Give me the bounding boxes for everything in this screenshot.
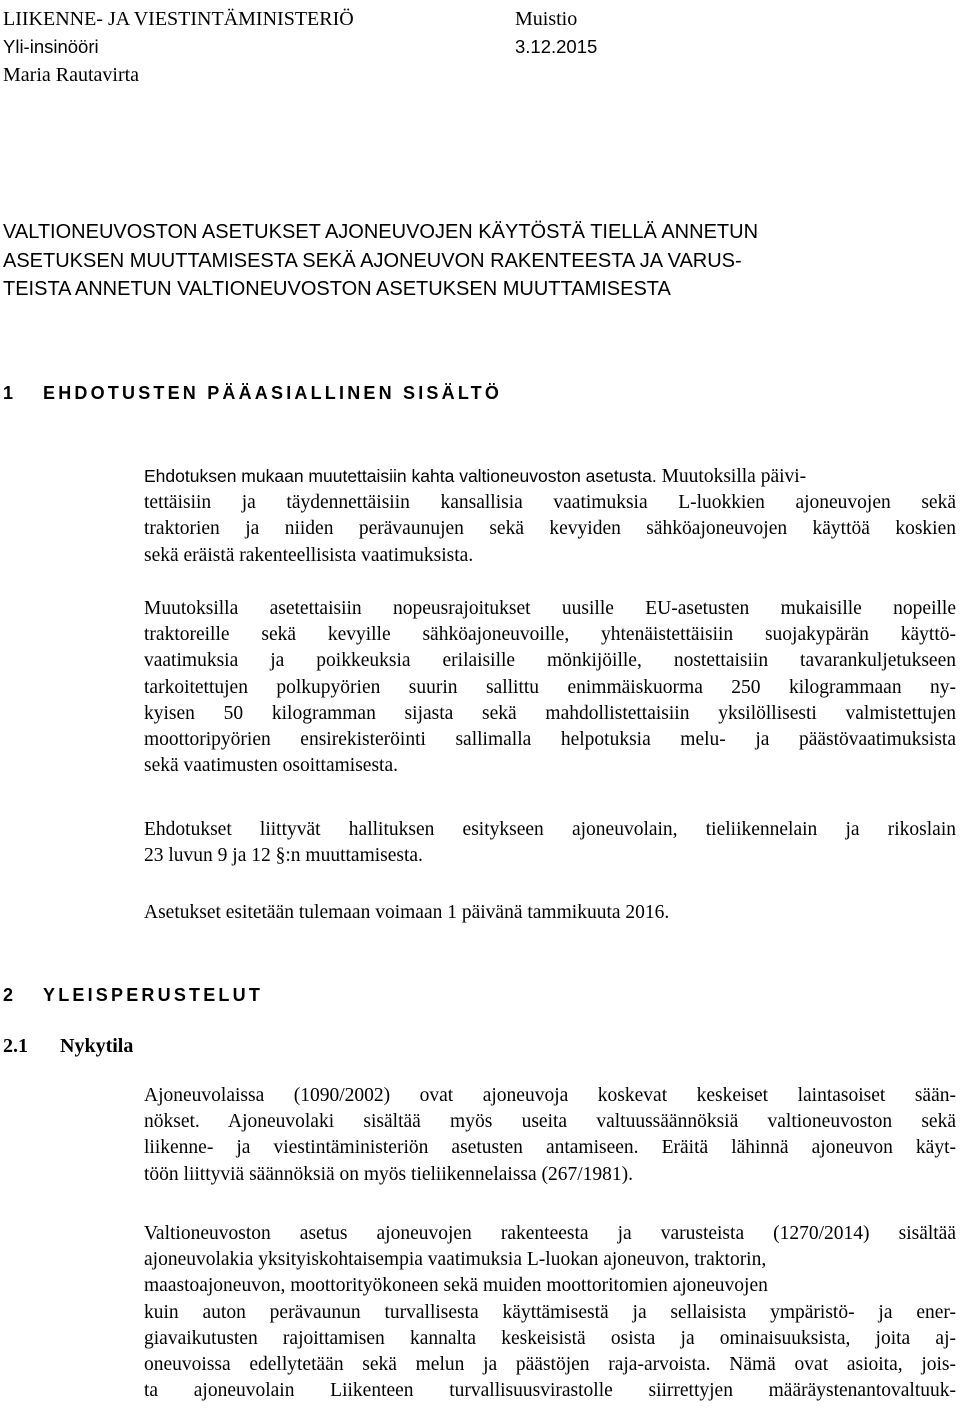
paragraph-line: kyisen 50 kilogramman sijasta sekä mahdollistettaisiin yksilöllisesti valmistettujen [144, 702, 956, 724]
paragraph-line: liikenne- ja viestintäministeriön asetusten antamiseen. Eräitä lähinnä ajoneuvon käyt- [144, 1137, 956, 1159]
section-title: YLEISPERUSTELUT [43, 985, 264, 1005]
paragraph-line: giavaikutusten rajoittamisen kannalta keskeisistä osista ja ominaisuuksista, joita aj- [144, 1327, 956, 1349]
paragraph-line: ta ajoneuvolain Liikenteen turvallisuusvirastolle siirrettyjen määräystenantovaltuuk- [144, 1380, 956, 1402]
title-line: ASETUKSEN MUUTTAMISESTA SEKÄ AJONEUVON RAKENTEESTA JA VARUS- [3, 249, 742, 272]
ministry-name: LIIKENNE- JA VIESTINTÄMINISTERIÖ [3, 8, 354, 30]
paragraph-line: nökset. Ajoneuvolaki sisältää myös useita valtuussäännöksiä valtioneuvoston sekä [144, 1111, 956, 1133]
subsection-number: 2.1 [3, 1035, 28, 1057]
section-1-heading [3, 383, 502, 404]
paragraph-text: Ehdotuksen mukaan muutettaisiin kahta valtioneuvoston asetusta. [144, 466, 657, 486]
paragraph-line: 23 luvun 9 ja 12 §:n muuttamisesta. [144, 845, 423, 867]
subsection-2-1-heading [3, 1035, 133, 1058]
document-date: 3.12.2015 [515, 36, 598, 57]
document-type: Muistio [515, 8, 578, 30]
paragraph-line: tettäisiin ja täydennettäisiin kansallisia vaatimuksia L-luokkien ajoneuvojen sekä [144, 492, 956, 514]
paragraph-line: Valtioneuvoston asetus ajoneuvojen rakenteesta ja varusteista (1270/2014) sisältää [144, 1223, 956, 1244]
section-1-paragraph-3 [144, 817, 956, 869]
paragraph-line: ajoneuvolakia yksityiskohtaisempia vaatimuksia L-luokan ajoneuvon, traktorin, [144, 1249, 767, 1271]
paragraph-line: maastoajoneuvon, moottorityökoneen sekä muiden moottoritomien ajoneuvojen [144, 1275, 768, 1297]
paragraph-line: töön liittyviä säännöksiä on myös tieliikennelaissa (267/1981). [144, 1163, 634, 1185]
paragraph-line: sekä vaatimusten osoittamisesta. [144, 755, 398, 777]
paragraph-line: moottoripyörien ensirekisteröinti sallimalla helpotuksia melu- ja päästövaatimuksista [144, 729, 956, 751]
section-2-heading [3, 985, 263, 1006]
paragraph-line: Muutoksilla asetettaisiin nopeusrajoitukset uusille EU-asetusten mukaisille nopeille [144, 598, 956, 619]
section-1-paragraph-1 [144, 463, 956, 569]
section-1-paragraph-4 [144, 900, 956, 926]
author-name: Maria Rautavirta [3, 64, 140, 86]
paragraph-line: Ajoneuvolaissa (1090/2002) ovat ajoneuvoja koskevat keskeiset laintasoiset sään- [144, 1085, 956, 1106]
section-number: 2 [3, 985, 14, 1005]
title-line: VALTIONEUVOSTON ASETUKSET AJONEUVOJEN KÄYTÖSTÄ TIELLÄ ANNETUN [3, 221, 759, 243]
paragraph-line: sekä eräistä rakenteellisista vaatimuksista. [144, 544, 474, 566]
section-number: 1 [3, 383, 14, 403]
paragraph-line: oneuvoissa edellytetään sekä melun ja päästöjen raja-arvoista. Nämä ovat asioita, jois- [144, 1354, 956, 1376]
document-title [3, 218, 953, 304]
section-2-paragraph-2 [144, 1221, 956, 1404]
paragraph-line: traktorien ja niiden perävaunujen sekä kevyiden sähköajoneuvojen käyttöä koskien [144, 518, 956, 540]
section-1-paragraph-2 [144, 596, 956, 779]
paragraph-line: Ehdotukset liittyvät hallituksen esitykseen ajoneuvolain, tieliikennelain ja rikoslain [144, 819, 956, 840]
paragraph-text: Muutoksilla päivi- [661, 466, 807, 487]
paragraph-line: Asetukset esitetään tulemaan voimaan 1 päivänä tammikuuta 2016. [144, 902, 670, 923]
section-title: EHDOTUSTEN PÄÄASIALLINEN SISÄLTÖ [43, 383, 503, 403]
paragraph-line: vaatimuksia ja poikkeuksia erilaisille mönkijöille, nostettaisiin tavarankuljetukseen [144, 650, 956, 672]
title-line: TEISTA ANNETUN VALTIONEUVOSTON ASETUKSEN MUUTTAMISESTA [3, 278, 671, 300]
paragraph-line: tarkoitettujen polkupyörien suurin sallittu enimmäiskuorma 250 kilogrammaan ny- [144, 676, 956, 698]
section-2-paragraph-1 [144, 1083, 956, 1188]
subsection-title: Nykytila [60, 1035, 134, 1057]
author-position: Yli-insinööri [3, 36, 99, 57]
paragraph-line: kuin auton perävaunun turvallisesta käyttämisestä ja sellaisista ympäristö- ja ener- [144, 1301, 956, 1323]
paragraph-line: traktoreille sekä kevyille sähköajoneuvoille, yhtenäistettäisiin suojakypärän käyttö- [144, 624, 956, 646]
